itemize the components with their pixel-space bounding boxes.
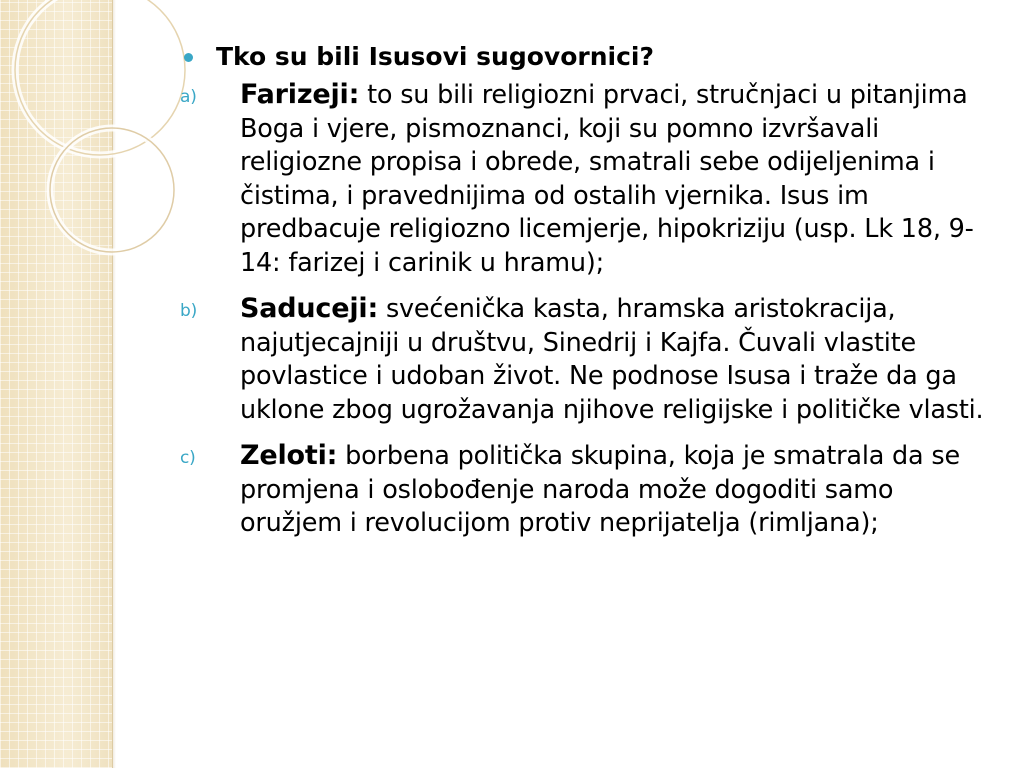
- list-marker: b): [180, 301, 198, 321]
- list-item-farizeji: [178, 78, 998, 280]
- item-text: to su bili religiozni prvaci, stručnjaci u pitanjima Boga i vjere, pismoznanci, koji su pomno izvršavali religiozne propisa i obrede, smatrali sebe odijeljenima i čistima, i pravednijima od ostalih vjernika. Isus im predbacuje religiozno licemjerje, hipokriziju (usp. Lk 18, 9-14: farizej i carinik u hramu);: [240, 80, 974, 278]
- slide-content: [178, 40, 998, 553]
- list-marker: a): [180, 87, 197, 107]
- list-marker: c): [180, 448, 196, 468]
- item-term: Farizeji:: [240, 79, 360, 110]
- bullet-dot-icon: [184, 53, 193, 62]
- item-text: borbena politička skupina, koja je smatrala da se promjena i oslobođenje naroda može dogoditi samo oružjem i revolucijom protiv neprijatelja (rimljana);: [240, 441, 960, 538]
- item-term: Zeloti:: [240, 440, 338, 471]
- slide-headline: [178, 40, 998, 74]
- list-item-saduceji: [178, 292, 998, 427]
- decorative-side-band: [0, 0, 113, 768]
- list-item-zeloti: [178, 439, 998, 541]
- band-shadow: [112, 0, 116, 768]
- item-text: svećenička kasta, hramska aristokracija, najutjecajniji u društvu, Sinedrij i Kajfa. Čuvali vlastite povlastice i udoban život. Ne podnose Isusa i traže da ga uklone zbog ugrožavanja njihove religijske i političke vlasti.: [240, 294, 984, 425]
- item-term: Saduceji:: [240, 293, 379, 324]
- headline-text: Tko su bili Isusovi sugovornici?: [216, 42, 654, 71]
